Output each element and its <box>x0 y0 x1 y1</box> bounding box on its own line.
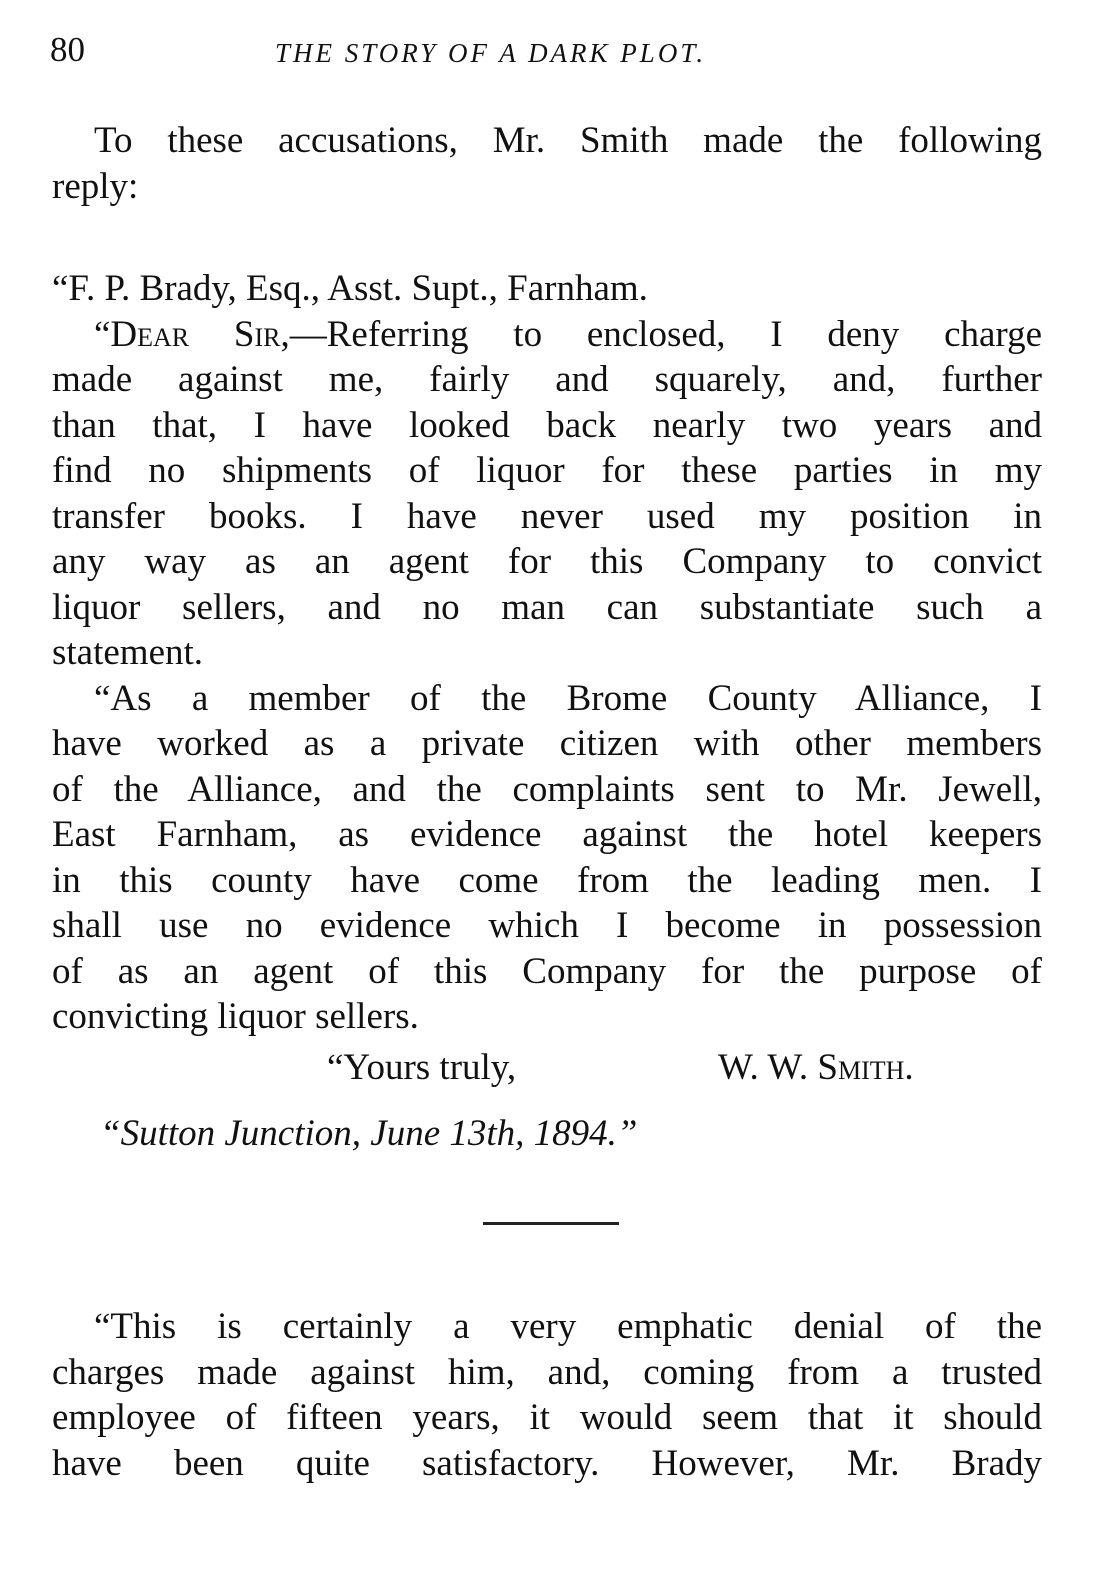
letter-body <box>52 266 1042 1040</box>
text-line: liquor sellers, and no man can substantiate such a <box>52 586 1042 628</box>
text-line: transfer books. I have never used my position in <box>52 495 1042 537</box>
letter-address: “F. P. Brady, Esq., Asst. Supt., Farnham. <box>52 268 648 309</box>
text-line: employee of fifteen years, it would seem that it should <box>52 1397 1042 1438</box>
running-title: THE STORY OF A DARK PLOT. <box>275 38 707 68</box>
text-line: of as an agent of this Company for the purpose of <box>52 950 1042 992</box>
text-line: reply: <box>52 165 139 207</box>
text-line-rest: —Referring to enclosed, I deny charge <box>289 313 1042 355</box>
text-line: have been quite satisfactory. However, Mr. Brady <box>52 1442 1042 1484</box>
text-line: shall use no evidence which I become in possession <box>52 905 1042 946</box>
text-line: East Farnham, as evidence against the hotel keepers <box>52 814 1042 855</box>
text-line: find no shipments of liquor for these parties in my <box>52 450 1042 491</box>
text-line: “This is certainly a very emphatic denial of the <box>94 1306 1042 1347</box>
running-head <box>50 30 1041 70</box>
text-line: To these accusations, Mr. Smith made the following <box>94 120 1042 161</box>
text-line: of the Alliance, and the complaints sent to Mr. Jewell, <box>52 768 1042 810</box>
text-line: made against me, fairly and squarely, and, further <box>52 359 1042 400</box>
text-line: than that, I have looked back nearly two years and <box>52 404 1042 446</box>
signature: W. W. Smith. <box>718 1047 914 1088</box>
dateline: “Sutton Junction, June 13th, 1894.” <box>100 1113 638 1154</box>
text-line <box>52 312 1042 358</box>
text-line: any way as an agent for this Company to convict <box>52 541 1042 582</box>
text-line: have worked as a private citizen with other members <box>52 723 1042 764</box>
closing-phrase: “Yours truly, <box>327 1047 517 1088</box>
text-line: charges made against him, and, coming from a trusted <box>52 1351 1042 1393</box>
intro-paragraph <box>52 118 1042 209</box>
commentary-paragraph <box>52 1304 1042 1486</box>
page-number: 80 <box>50 30 85 69</box>
section-divider <box>483 1222 619 1225</box>
letter-salutation: “Dear Sir, <box>94 313 290 355</box>
text-line: statement. <box>52 632 204 673</box>
text-line: in this county have come from the leading men. I <box>52 859 1042 901</box>
text-line: convicting liquor sellers. <box>52 996 419 1037</box>
letter-closing <box>52 1046 1042 1092</box>
text-line: “As a member of the Brome County Alliance, I <box>94 677 1042 719</box>
